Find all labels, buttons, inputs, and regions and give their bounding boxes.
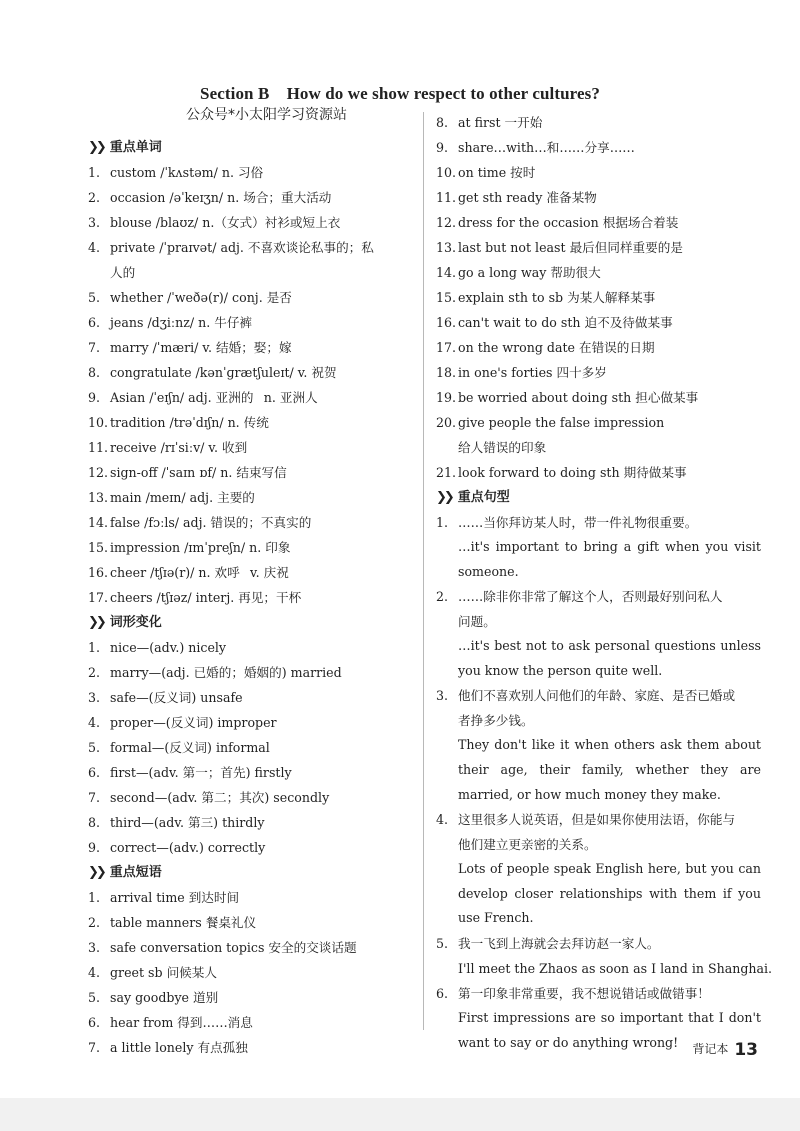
item-number: 11. xyxy=(436,190,457,205)
item-number: 2. xyxy=(436,589,449,605)
item-text: at first 一开始 xyxy=(458,115,543,130)
item-text: whether /ˈweðə(r)/ conj. 是否 xyxy=(110,290,292,305)
item-number: 15. xyxy=(436,290,457,305)
item-number: 9. xyxy=(88,840,101,855)
item-text: blouse /blaʊz/ n.（女式）衬衫或短上衣 xyxy=(110,215,341,230)
item-text: correct—(adv.) correctly xyxy=(110,840,266,855)
list-item xyxy=(436,260,761,285)
notebook-label: 背记本 xyxy=(692,1042,729,1056)
item-number: 8. xyxy=(88,365,101,380)
item-number: 10. xyxy=(88,415,109,430)
translation-paragraph: …it's best not to ask personal questions unless you know the person quite well. xyxy=(458,638,761,678)
list-item xyxy=(88,535,418,560)
list-item xyxy=(88,560,418,585)
list-item xyxy=(88,210,418,235)
item-text: cheer /tʃɪə(r)/ n. 欢呼 v. 庆祝 xyxy=(110,565,289,580)
list-item xyxy=(88,310,418,335)
section-heading xyxy=(436,485,761,510)
item-text: greet sb 问候某人 xyxy=(110,965,217,980)
item-number: 14. xyxy=(436,265,457,280)
item-continuation: I'll meet the Zhaos as soon as I land in Shanghai. xyxy=(458,960,773,976)
item-number: 20. xyxy=(436,415,457,430)
item-text: say goodbye 道别 xyxy=(110,990,219,1005)
item-text: false /fɔːls/ adj. 错误的；不真实的 xyxy=(110,515,312,530)
section-heading-text: 重点短语 xyxy=(109,865,162,880)
right-column xyxy=(436,110,773,1055)
list-item xyxy=(88,1010,418,1035)
list-item xyxy=(88,810,418,835)
item-continuation: 人的 xyxy=(110,265,136,280)
double-chevron-icon: ❯❯ xyxy=(88,865,104,880)
item-text: marry /ˈmæri/ v. 结婚；娶；嫁 xyxy=(110,340,292,355)
item-number: 5. xyxy=(88,290,101,305)
item-text: table manners 餐桌礼仪 xyxy=(110,915,257,930)
item-text: on the wrong date 在错误的日期 xyxy=(458,340,655,355)
list-item xyxy=(436,584,761,609)
item-number: 4. xyxy=(88,965,101,980)
list-item xyxy=(88,685,418,710)
item-text: impression /ɪmˈpreʃn/ n. 印象 xyxy=(110,540,291,555)
list-item xyxy=(88,285,418,310)
section-heading-text: 词形变化 xyxy=(109,615,162,630)
list-item xyxy=(88,460,418,485)
translation-paragraph: First impressions are so important that I don't want to say or do anything wrong! xyxy=(458,1009,761,1050)
list-item xyxy=(436,135,761,160)
item-number: 14. xyxy=(88,515,109,530)
item-text: occasion /əˈkeɪʒn/ n. 场合；重大活动 xyxy=(110,190,332,205)
item-number: 3. xyxy=(88,940,101,955)
list-item xyxy=(88,985,418,1010)
item-number: 5. xyxy=(88,990,101,1005)
list-item xyxy=(88,960,418,985)
item-text: be worried about doing sth 担心做某事 xyxy=(458,390,699,405)
item-number: 7. xyxy=(88,1040,101,1055)
item-number: 1. xyxy=(88,890,101,905)
section-heading xyxy=(88,135,418,160)
item-text: Asian /ˈeɪʃn/ adj. 亚洲的 n. 亚洲人 xyxy=(110,390,318,405)
list-item xyxy=(88,910,418,935)
item-number: 7. xyxy=(88,340,101,355)
list-item xyxy=(88,235,418,260)
item-text: nice—(adv.) nicely xyxy=(110,640,227,655)
item-number: 18. xyxy=(436,365,457,380)
item-number: 7. xyxy=(88,790,101,805)
item-text: cheers /tʃɪəz/ interj. 再见；干杯 xyxy=(110,590,302,605)
list-item xyxy=(436,410,761,435)
bottom-band xyxy=(0,1098,800,1131)
list-item xyxy=(436,310,761,335)
list-item xyxy=(436,285,761,310)
item-number: 11. xyxy=(88,440,109,455)
translation-paragraph: They don't like it when others ask them about their age, their family, whether they are married, or how much money they make. xyxy=(458,737,761,802)
item-continuation: 给人错误的印象 xyxy=(458,440,547,455)
item-number: 4. xyxy=(436,812,449,828)
item-number: 10. xyxy=(436,165,457,180)
item-number: 3. xyxy=(436,688,449,704)
item-number: 21. xyxy=(436,465,457,480)
item-text: on time 按时 xyxy=(458,165,536,180)
item-text: formal—(反义词) informal xyxy=(110,740,270,755)
item-number: 6. xyxy=(88,1015,101,1030)
list-item xyxy=(88,360,418,385)
list-item xyxy=(88,185,418,210)
item-text: ……当你拜访某人时，带一件礼物很重要。 xyxy=(458,515,698,530)
list-item xyxy=(88,435,418,460)
list-item xyxy=(88,735,418,760)
list-item xyxy=(436,360,761,385)
list-item xyxy=(88,635,418,660)
item-number: 8. xyxy=(88,815,101,830)
item-text: first—(adv. 第一；首先) firstly xyxy=(110,765,292,780)
item-number: 8. xyxy=(436,115,449,130)
list-item xyxy=(88,385,418,410)
item-number: 3. xyxy=(88,690,101,705)
item-text: dress for the occasion 根据场合着装 xyxy=(458,215,679,230)
spacer xyxy=(88,110,418,135)
item-continuation: 者挣多少钱。 xyxy=(458,713,534,729)
list-item xyxy=(436,931,761,956)
item-number: 2. xyxy=(88,190,101,205)
item-number: 16. xyxy=(436,315,457,330)
item-text: receive /rɪˈsiːv/ v. 收到 xyxy=(110,440,248,455)
item-text: custom /ˈkʌstəm/ n. 习俗 xyxy=(110,165,264,180)
item-text: get sth ready 准备某物 xyxy=(458,190,597,205)
item-text: tradition /trəˈdɪʃn/ n. 传统 xyxy=(110,415,269,430)
list-item xyxy=(88,485,418,510)
item-number: 5. xyxy=(436,935,449,951)
list-item xyxy=(436,385,761,410)
list-item xyxy=(436,683,761,708)
item-text: congratulate /kənˈɡrætʃuleɪt/ v. 祝贺 xyxy=(110,365,337,380)
list-item xyxy=(436,981,761,1006)
item-text: marry—(adj. 已婚的；婚姻的) married xyxy=(110,665,342,680)
list-item xyxy=(88,885,418,910)
list-item xyxy=(436,110,761,135)
section-heading xyxy=(88,860,418,885)
item-number: 1. xyxy=(436,515,449,530)
translation-paragraph: Lots of people speak English here, but you can develop closer relationships with them if you use French. xyxy=(458,861,761,926)
item-text: 第一印象非常重要，我不想说错话或做错事！ xyxy=(458,985,710,1001)
list-item xyxy=(88,1035,418,1060)
double-chevron-icon: ❯❯ xyxy=(88,140,104,155)
item-text: ……除非你非常了解这个人，否则最好别问私人 xyxy=(458,589,723,605)
list-item xyxy=(436,807,761,832)
list-item xyxy=(88,510,418,535)
item-number: 9. xyxy=(88,390,101,405)
item-text: in one's forties 四十多岁 xyxy=(458,365,607,380)
item-number: 1. xyxy=(88,165,101,180)
section-heading-text: 重点单词 xyxy=(109,140,162,155)
item-number: 13. xyxy=(88,490,109,505)
page-footer xyxy=(692,1040,758,1060)
page-number: 13 xyxy=(734,1040,758,1060)
item-number: 15. xyxy=(88,540,109,555)
item-number: 6. xyxy=(436,985,449,1001)
item-text: proper—(反义词) improper xyxy=(110,715,277,730)
item-text: 我一飞到上海就会去拜访赵一家人。 xyxy=(458,935,660,951)
item-number: 13. xyxy=(436,240,457,255)
column-divider xyxy=(423,112,424,1030)
item-text: safe conversation topics 安全的交谈话题 xyxy=(110,940,357,955)
section-heading-text: 重点句型 xyxy=(457,490,510,505)
page-title: Section B How do we show respect to other cultures? xyxy=(200,84,600,103)
item-number: 4. xyxy=(88,715,101,730)
double-chevron-icon: ❯❯ xyxy=(88,615,104,630)
list-item xyxy=(88,160,418,185)
translation-paragraph: …it's important to bring a gift when you visit someone. xyxy=(458,539,761,579)
item-number: 6. xyxy=(88,765,101,780)
item-number: 17. xyxy=(88,590,109,605)
item-number: 2. xyxy=(88,665,101,680)
list-item xyxy=(436,510,761,535)
item-number: 2. xyxy=(88,915,101,930)
list-item xyxy=(88,335,418,360)
item-number: 19. xyxy=(436,390,457,405)
list-item xyxy=(88,660,418,685)
item-text: safe—(反义词) unsafe xyxy=(110,690,243,705)
item-text: 他们不喜欢别人问他们的年龄、家庭、是否已婚或 xyxy=(458,688,736,704)
item-number: 12. xyxy=(88,465,109,480)
item-text: last but not least 最后但同样重要的是 xyxy=(458,240,683,255)
item-number: 16. xyxy=(88,565,109,580)
list-item xyxy=(436,235,761,260)
item-text: second—(adv. 第二；其次) secondly xyxy=(110,790,330,805)
list-item xyxy=(88,585,418,610)
list-item xyxy=(88,935,418,960)
double-chevron-icon: ❯❯ xyxy=(436,490,452,505)
item-number: 9. xyxy=(436,140,449,155)
item-continuation: 他们建立更亲密的关系。 xyxy=(458,837,597,853)
list-item xyxy=(436,210,761,235)
list-item xyxy=(436,335,761,360)
item-text: main /meɪn/ adj. 主要的 xyxy=(110,490,255,505)
list-item xyxy=(88,835,418,860)
item-text: hear from 得到……消息 xyxy=(110,1015,253,1030)
section-heading xyxy=(88,610,418,635)
item-number: 1. xyxy=(88,640,101,655)
item-number: 6. xyxy=(88,315,101,330)
item-text: third—(adv. 第三) thirdly xyxy=(110,815,265,830)
item-text: jeans /dʒiːnz/ n. 牛仔裤 xyxy=(110,315,253,330)
item-text: 这里很多人说英语，但是如果你使用法语，你能与 xyxy=(458,812,736,828)
list-item xyxy=(436,185,761,210)
list-item xyxy=(88,710,418,735)
item-number: 17. xyxy=(436,340,457,355)
item-text: a little lonely 有点孤独 xyxy=(110,1040,248,1055)
watermark-text: 公众号*小太阳学习资源站 xyxy=(186,107,347,123)
list-item xyxy=(88,760,418,785)
item-text: explain sth to sb 为某人解释某事 xyxy=(458,290,656,305)
item-text: look forward to doing sth 期待做某事 xyxy=(458,465,687,480)
list-item xyxy=(88,785,418,810)
item-text: private /ˈpraɪvət/ adj. 不喜欢谈论私事的；私 xyxy=(110,240,374,255)
item-text: can't wait to do sth 迫不及待做某事 xyxy=(458,315,673,330)
item-text: go a long way 帮助很大 xyxy=(458,265,601,280)
item-number: 12. xyxy=(436,215,457,230)
list-item xyxy=(436,160,761,185)
item-number: 4. xyxy=(88,240,101,255)
item-text: arrival time 到达时间 xyxy=(110,890,240,905)
item-number: 3. xyxy=(88,215,101,230)
item-text: sign-off /ˈsaɪn ɒf/ n. 结束写信 xyxy=(110,465,287,480)
list-item xyxy=(436,460,761,485)
left-column xyxy=(88,110,418,1060)
item-number: 5. xyxy=(88,740,101,755)
item-continuation: 问题。 xyxy=(458,614,496,630)
item-text: give people the false impression xyxy=(458,415,665,430)
list-item xyxy=(88,410,418,435)
item-text: share…with…和……分享…… xyxy=(458,140,635,155)
